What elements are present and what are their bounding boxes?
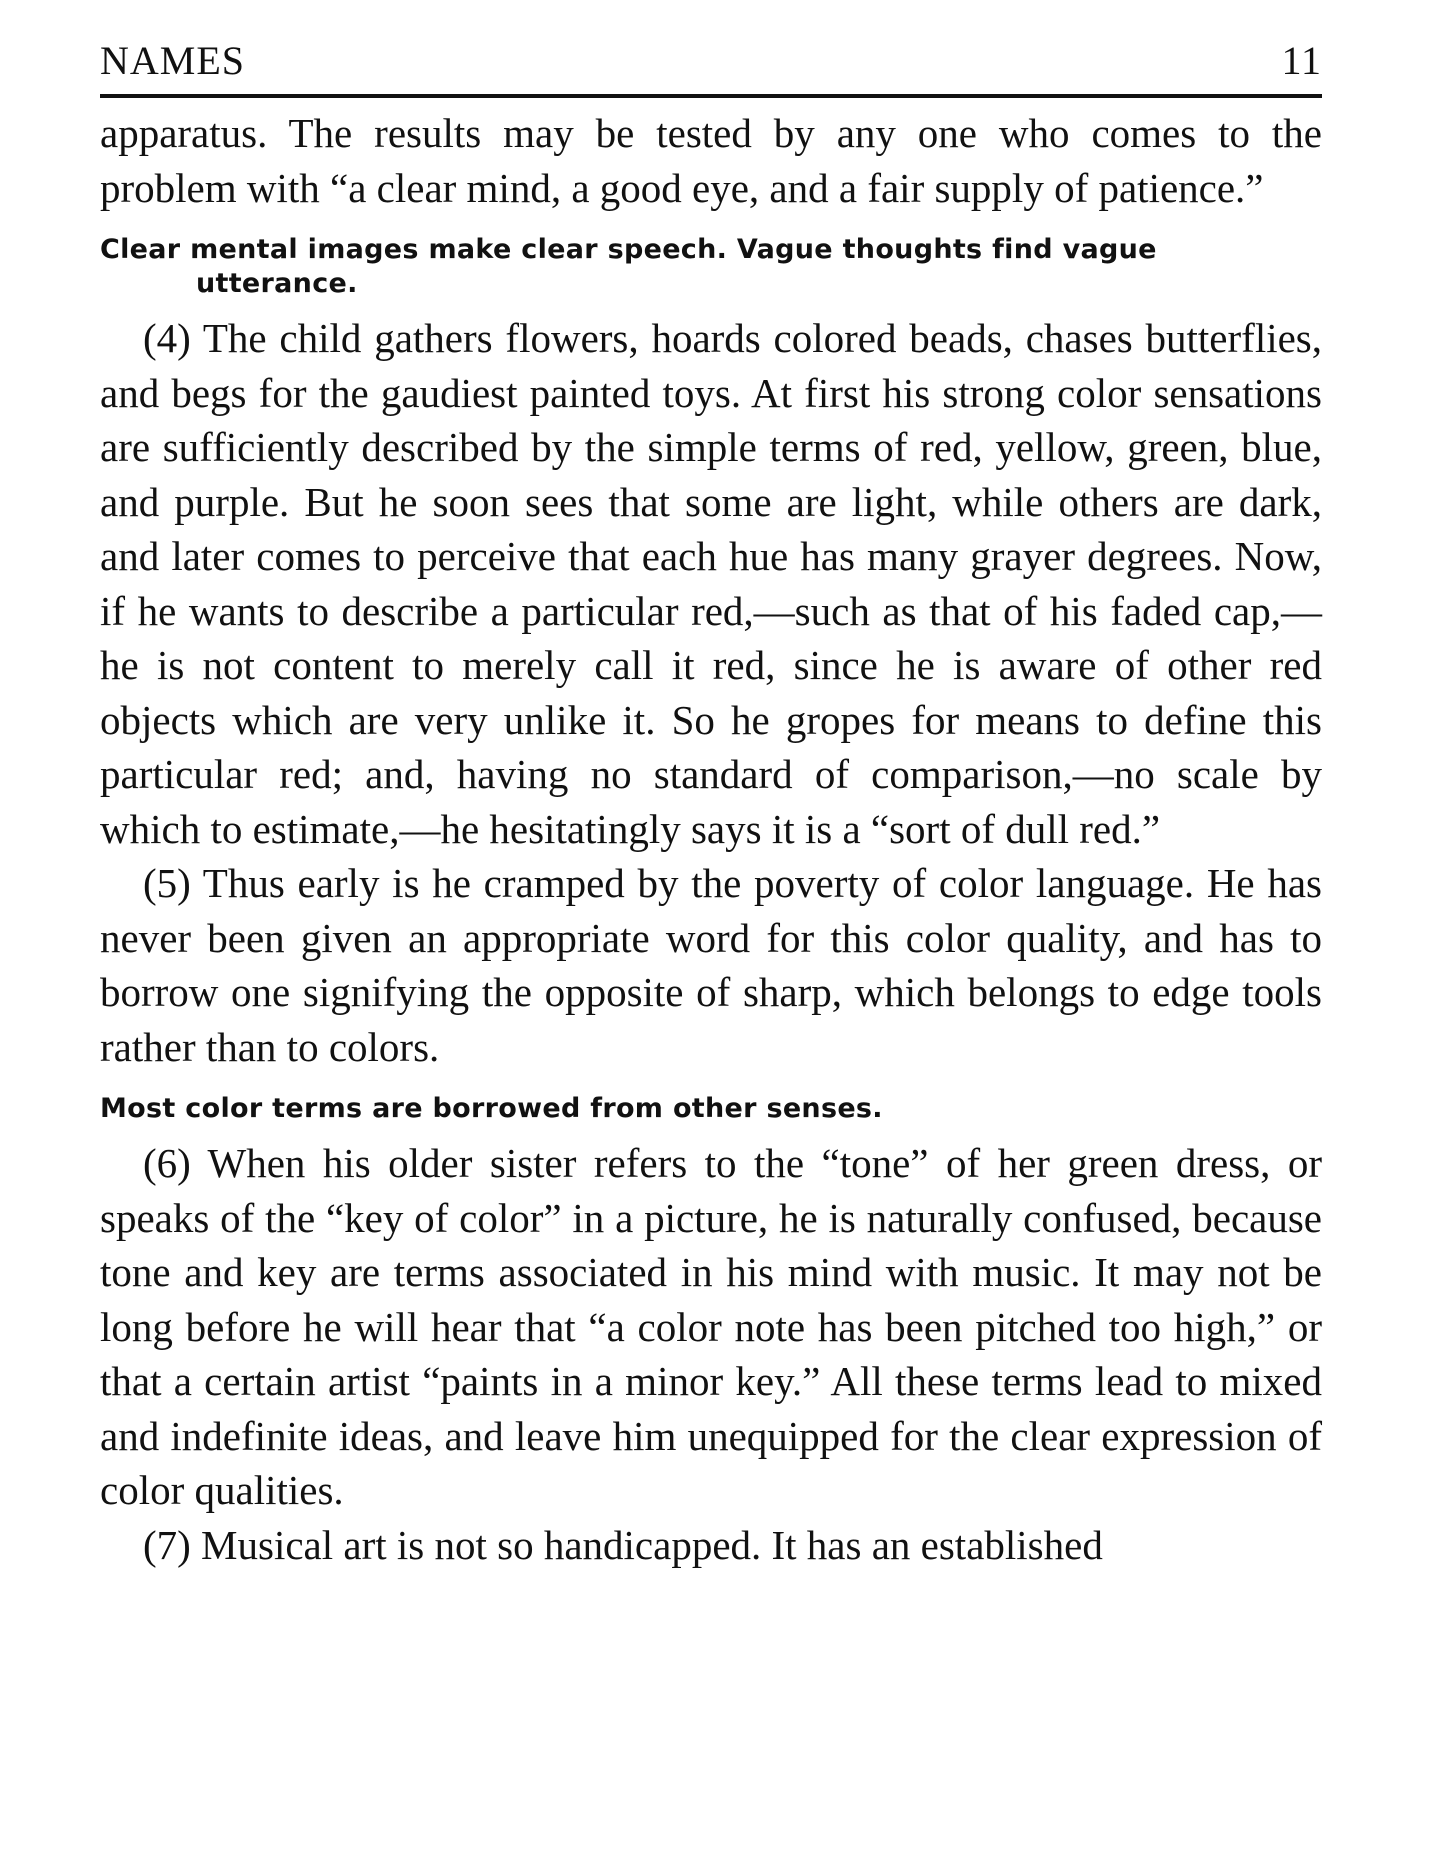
paragraph-5: (5) Thus early is he cramped by the poverty of color language. He has never been given an appropriate word for this color quality, and has to borrow one signifying the opposite of sharp, which belongs to edge tools rather than to colors. [100, 860, 1322, 1070]
page-number: 11 [1281, 38, 1322, 83]
paragraph-6: (6) When his older sister refers to the “tone” of her green dress, or speaks of the “key of color” in a picture, he is naturally confused, because tone and key are terms associated in his mind with music. It may not be long before he will hear that “a color note has been pitched too high,” or that a certain artist “paints in a minor key.” All these terms lead to mixed and indefinite ideas, and leave him unequipped for the clear expression of color qualities. [100, 1140, 1322, 1513]
running-header [100, 38, 1322, 94]
paragraph-4: (4) The child gathers flowers, hoards colored beads, chases butterflies, and begs for the gaudiest painted toys. At first his strong color sensations are sufficiently described by the simple terms of red, yellow, green, blue, and purple. But he soon sees that some are light, while others are dark, and later comes to perceive that each hue has many grayer degrees. Now, if he wants to describe a particular red,—such as that of his faded cap,—he is not content to merely call it red, since he is aware of other red objects which are very unlike it. So he gropes for means to define this particular red; and, having no standard of comparison,—no scale by which to estimate,—he hesitatingly says it is a “sort of dull red.” [100, 315, 1322, 852]
chapter-title: NAMES [100, 38, 246, 83]
paragraph-7: (7) Musical art is not so handicapped. It has an established [143, 1521, 1103, 1568]
marginal-note-2: Most color terms are borrowed from other senses. [100, 1093, 883, 1124]
book-page [100, 38, 1322, 1572]
paragraph-continued: apparatus. The results may be tested by any one who comes to the problem with “a clear mind, a good eye, and a fair supply of patience.” [100, 110, 1322, 211]
marginal-note-1: Clear mental images make clear speech. Vague thoughts find vague utterance. [100, 234, 1157, 299]
header-rule [100, 94, 1322, 98]
